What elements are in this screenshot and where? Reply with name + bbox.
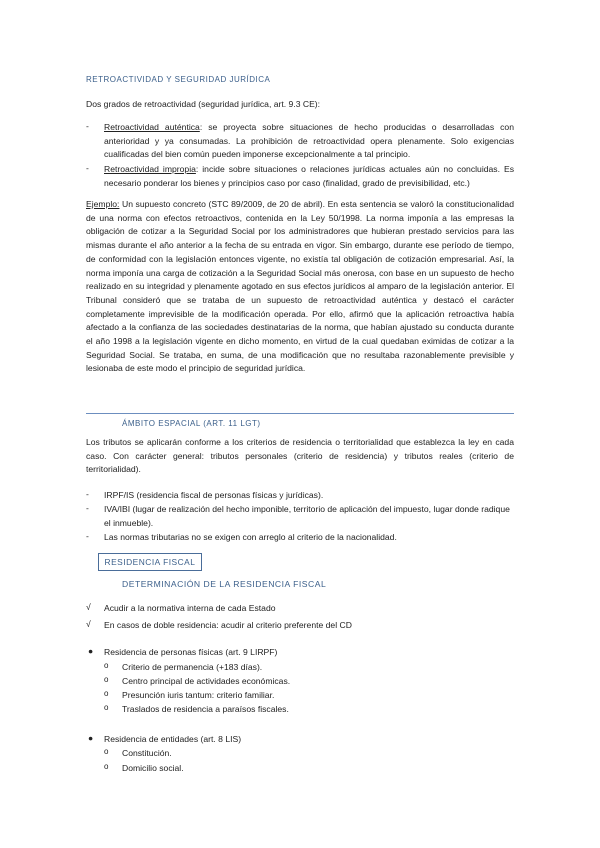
circle-bullet-icon: o <box>104 675 109 684</box>
dash-bullet: - <box>86 489 89 499</box>
ambito-intro: Los tributos se aplicarán conforme a los criterios de residencia o territorialidad que establezca la ley en cada caso. Con carácter general: tributos personales (criterio de residencia) y tributos reales (criterio de territorialidad). <box>86 437 514 475</box>
example-text: Un supuesto concreto (STC 89/2009, de 20 de abril). En esta sentencia se valoró la constitucionalidad de una norma con efectos retroactivos, contenida en la Ley 50/1998. La norma imponía a las empresas la obligación de cotizar a la Seguridad Social por los administradores que hubieran prestado servicios para las mismas durante el año anterior a la fecha de su entrada en vigor. Sin embargo, durante ese período de tiempo, de conformidad con la legislación entonces vigente, no existía tal obligación de cotización empresarial. Así, la norma imponía una carga de cotización a la Seguridad Social más onerosa, con base en un supuesto de hecho realizado en su integridad y plenamente agotado en sus efectos jurídicos al amparo de la legislación anterior. El Tribunal consideró que se trataba de un supuesto de retroactividad auténtica y destacó el carácter completamente imprevisible de la modificación operada. Por ello, afirmó que la aplicación retroactiva había afectado a la confianza de las sociedades destinatarias de la norma, que habían ajustado su conducta durante el año 1998 a la legislación vigente en dicho momento, en virtud de la cual quedaban eximidas de cotizar a la Seguridad Social. Se trataba, en suma, de una modificación que no resultaba razonablemente previsible y lesionaba de este modo el principio de seguridad jurídica. <box>86 199 514 374</box>
determinacion-heading: DETERMINACIÓN DE LA RESIDENCIA FISCAL <box>122 579 327 589</box>
entidades-item: Domicilio social. <box>122 763 184 773</box>
entidades-item: Constitución. <box>122 748 172 758</box>
section-heading-ambito: ÁMBITO ESPACIAL (ART. 11 LGT) <box>122 419 261 428</box>
personas-item: Traslados de residencia a paraísos fiscales. <box>122 704 289 714</box>
retroactividad-item-autentica <box>104 121 514 162</box>
circle-bullet-icon: o <box>104 703 109 712</box>
ambito-item-irpf: IRPF/IS (residencia fiscal de personas físicas y jurídicas). <box>104 490 324 500</box>
term-impropia: Retroactividad impropia <box>104 164 196 174</box>
section-divider <box>86 413 514 414</box>
dash-bullet: - <box>86 531 89 541</box>
residencia-fiscal-box: RESIDENCIA FISCAL <box>98 553 202 571</box>
bullet-dot-icon: ● <box>88 646 94 656</box>
def-autentica: : se proyecta sobre situaciones de hecho producidas o desarrolladas con anterioridad y ya consumadas. La prohibición de retroactividad opera plenamente. Solo exigencias cualificadas del bien común pueden imponerse excepcionalmente a tal principio. <box>104 122 514 160</box>
personas-item: Criterio de permanencia (+183 días). <box>122 662 263 672</box>
example-paragraph <box>86 198 514 376</box>
ambito-item-iva: IVA/IBI (lugar de realización del hecho imponible, territorio de aplicación del impuesto, lugar donde radique el inmueble). <box>104 504 510 528</box>
circle-bullet-icon: o <box>104 762 109 771</box>
personas-item: Centro principal de actividades económicas. <box>122 676 291 686</box>
section-heading-retroactividad: RETROACTIVIDAD Y SEGURIDAD JURÍDICA <box>86 75 271 84</box>
check-icon: √ <box>86 619 91 629</box>
circle-bullet-icon: o <box>104 661 109 670</box>
dash-bullet: - <box>86 121 89 131</box>
check-icon: √ <box>86 602 91 612</box>
circle-bullet-icon: o <box>104 689 109 698</box>
dash-bullet: - <box>86 163 89 173</box>
check-item-normativa: Acudir a la normativa interna de cada Estado <box>104 603 276 613</box>
personas-title: Residencia de personas físicas (art. 9 LIRPF) <box>104 647 278 657</box>
ambito-item-nacionalidad: Las normas tributarias no se exigen con arreglo al criterio de la nacionalidad. <box>104 532 397 542</box>
entidades-title: Residencia de entidades (art. 8 LIS) <box>104 734 242 744</box>
circle-bullet-icon: o <box>104 747 109 756</box>
retroactividad-item-impropia <box>104 163 514 190</box>
personas-item: Presunción iuris tantum: criterio familiar. <box>122 690 275 700</box>
dash-bullet: - <box>86 503 89 513</box>
example-label: Ejemplo: <box>86 199 120 209</box>
check-item-doble-residencia: En casos de doble residencia: acudir al criterio preferente del CD <box>104 620 352 630</box>
retroactividad-intro: Dos grados de retroactividad (seguridad jurídica, art. 9.3 CE): <box>86 99 321 109</box>
term-autentica: Retroactividad auténtica <box>104 122 200 132</box>
def-impropia: : incide sobre situaciones o relaciones jurídicas actuales aún no concluidas. Es necesario ponderar los bienes y principios caso por caso (finalidad, grado de previsibilidad, etc.) <box>104 164 514 188</box>
bullet-dot-icon: ● <box>88 733 94 743</box>
